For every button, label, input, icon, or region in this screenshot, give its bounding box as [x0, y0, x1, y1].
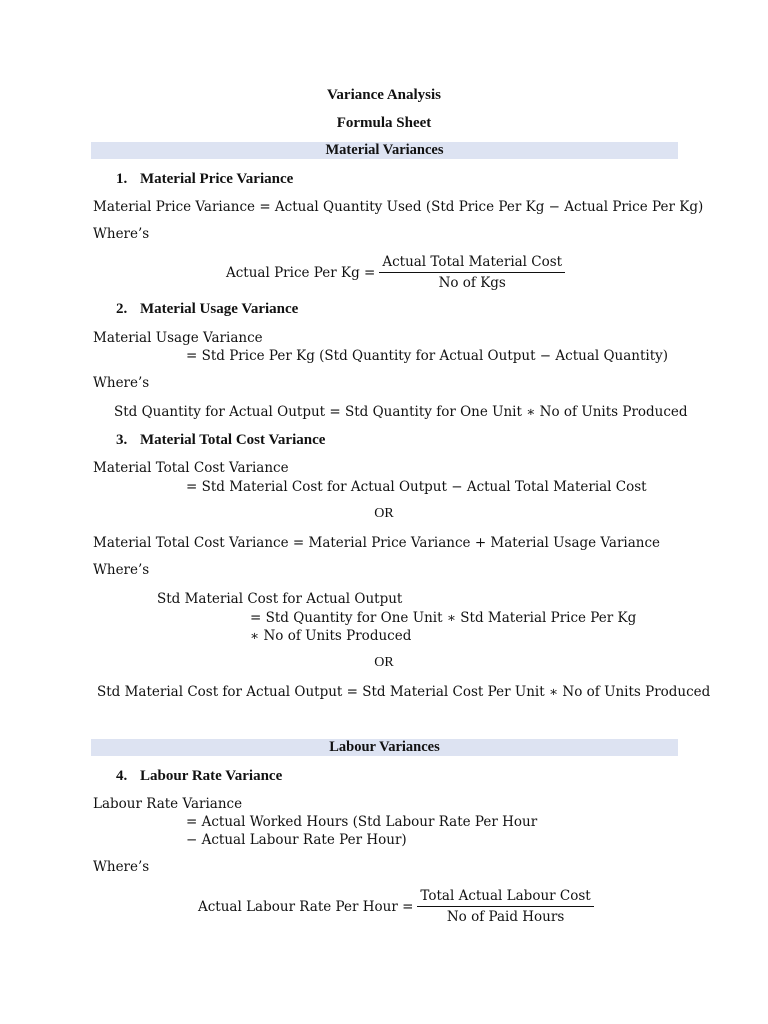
where-label: Where’s: [93, 562, 150, 578]
heading-material-total-cost-variance: [116, 431, 325, 449]
fraction-denominator: No of Paid Hours: [446, 909, 565, 925]
heading-number: 4.: [116, 768, 128, 784]
fraction: [379, 253, 565, 292]
section-band-labour: Labour Variances: [91, 739, 678, 756]
or-separator: OR: [374, 506, 394, 521]
where-label: Where’s: [93, 859, 150, 875]
heading-material-price-variance: [116, 170, 293, 188]
formula-actual-price-per-kg: [226, 253, 565, 292]
formula-material-total-cost-variance-label: Material Total Cost Variance: [93, 460, 289, 476]
fraction-lhs: Actual Labour Rate Per Hour =: [198, 898, 414, 915]
document-title: Variance Analysis: [326, 87, 442, 103]
heading-labour-rate-variance: [116, 767, 282, 785]
section-band-material: Material Variances: [91, 142, 678, 159]
heading-label: Material Price Variance: [140, 171, 294, 187]
formula-material-usage-variance: = Std Price Per Kg (Std Quantity for Actual Output − Actual Quantity): [186, 348, 669, 364]
heading-label: Material Total Cost Variance: [140, 432, 326, 448]
formula-material-usage-variance-label: Material Usage Variance: [93, 330, 263, 346]
heading-label: Labour Rate Variance: [140, 768, 283, 784]
fraction-denominator: No of Kgs: [438, 275, 506, 291]
formula-std-material-cost-line2: = Std Quantity for One Unit ∗ Std Material Price Per Kg: [250, 610, 637, 626]
formula-labour-rate-variance-line3: − Actual Labour Rate Per Hour): [186, 832, 407, 848]
formula-material-price-variance: Material Price Variance = Actual Quantity Used (Std Price Per Kg − Actual Price Per Kg): [93, 199, 704, 215]
fraction: [417, 887, 593, 926]
formula-material-total-cost-variance: = Std Material Cost for Actual Output − Actual Total Material Cost: [186, 479, 647, 495]
or-separator: OR: [374, 655, 394, 670]
fraction-lhs: Actual Price Per Kg =: [226, 264, 376, 281]
heading-material-usage-variance: [116, 300, 298, 318]
fraction-numerator: Total Actual Labour Cost: [417, 887, 593, 907]
formula-std-material-cost-line3: ∗ No of Units Produced: [250, 628, 412, 644]
formula-std-quantity-actual-output: Std Quantity for Actual Output = Std Quantity for One Unit ∗ No of Units Produced: [114, 404, 688, 420]
heading-number: 2.: [116, 301, 128, 317]
formula-labour-rate-variance-label: Labour Rate Variance: [93, 796, 243, 812]
formula-material-total-cost-variance-alt: Material Total Cost Variance = Material Price Variance + Material Usage Variance: [93, 535, 661, 551]
document-subtitle: Formula Sheet: [336, 115, 432, 131]
where-label: Where’s: [93, 375, 150, 391]
fraction-numerator: Actual Total Material Cost: [379, 253, 565, 273]
heading-number: 1.: [116, 171, 128, 187]
formula-actual-labour-rate-per-hour: [198, 887, 594, 926]
formula-std-material-cost-alt: Std Material Cost for Actual Output = Std Material Cost Per Unit ∗ No of Units Produced: [97, 684, 711, 700]
heading-number: 3.: [116, 432, 128, 448]
formula-labour-rate-variance-line2: = Actual Worked Hours (Std Labour Rate Per Hour: [186, 814, 538, 830]
heading-label: Material Usage Variance: [140, 301, 299, 317]
formula-std-material-cost-label: Std Material Cost for Actual Output: [157, 591, 403, 607]
where-label: Where’s: [93, 226, 150, 242]
